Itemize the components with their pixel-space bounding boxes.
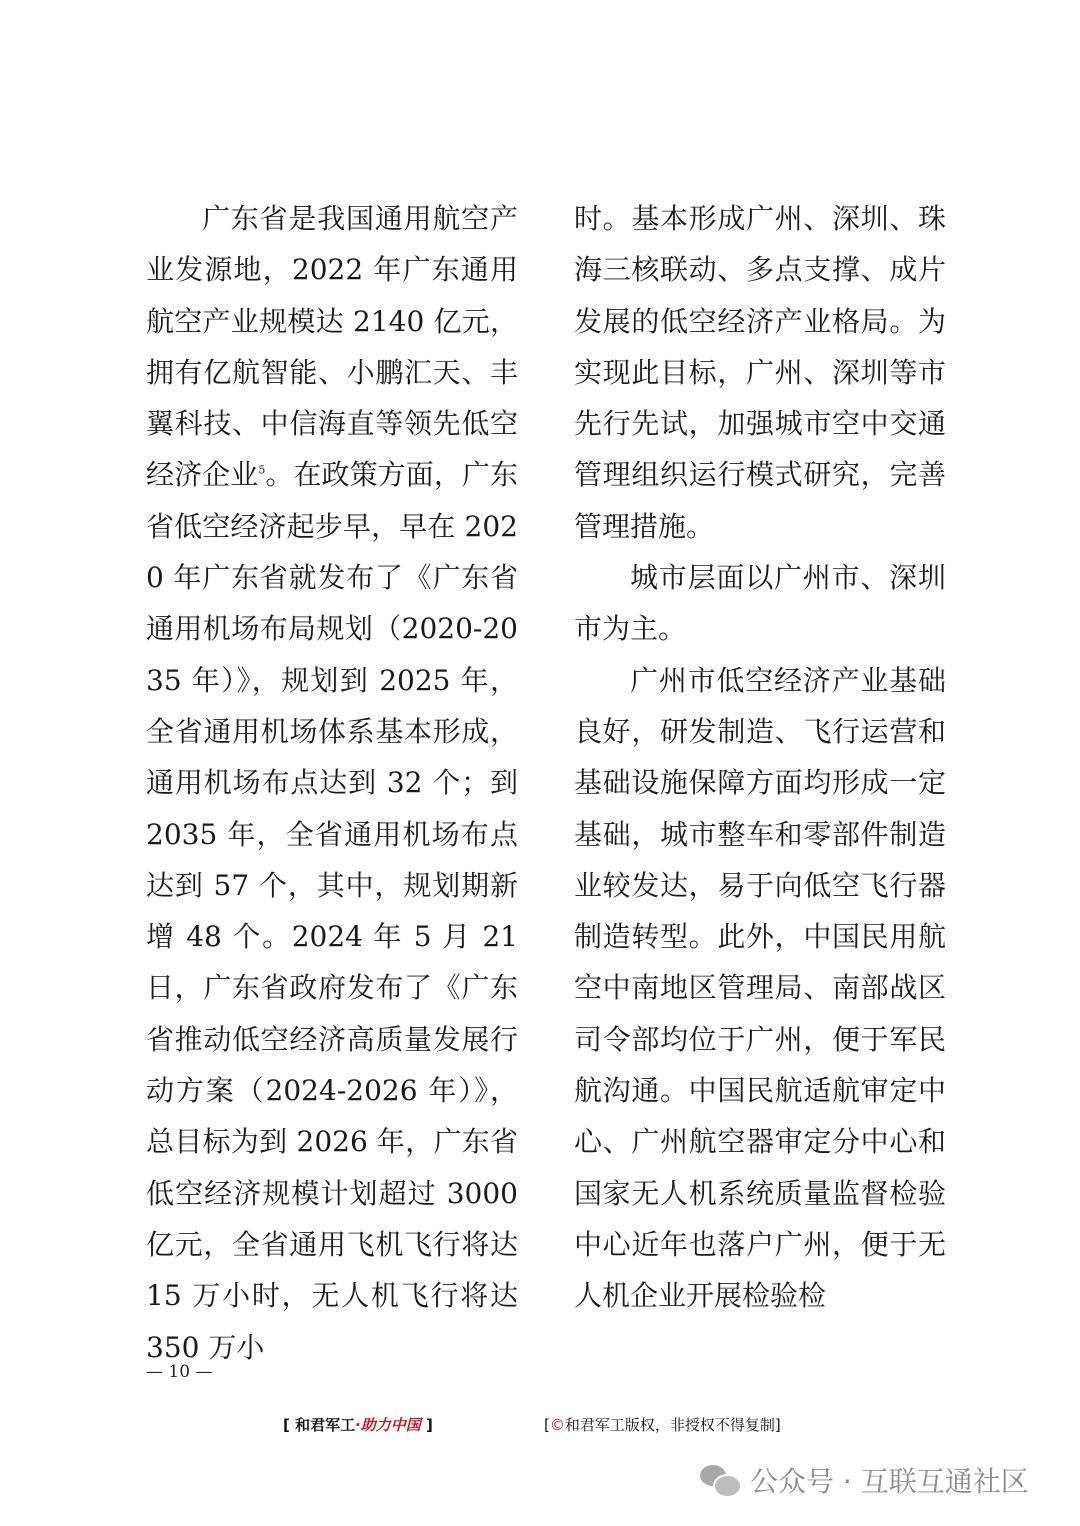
copyright-text: 和君军工版权，非授权不得复制 (564, 1416, 775, 1434)
paragraph-guangdong-overview (146, 193, 518, 1373)
paragraph-city-level: 城市层面以广州市、深圳市为主。 (574, 561, 946, 646)
watermark-text: 公众号 · 互联互通社区 (750, 1465, 1029, 1498)
paragraph-text: 。在政策方面，广东省低空经济起步早，早在 2020 年广东省就发布了《广东省通用机场布局规划（2020-2035 年）》，规划到 2025 年，全省通用机场体系基本形成，通用机场布点达到 32 个；到 2035 年，全省通用机场布点达到 57 个，其中，规划期新增 48 个。2024 年 5 月 21 日，广东省政府发布了《广东省推动低空经济高质量发展行动方案（2024-2026 年）》，总目标为到 2026 年，广东省低空经济规模计划超过 3000 亿元，全省通用飞机飞行将达 15 万小时，无人机飞行将达 350 万小 (146, 458, 518, 1364)
bracket-close: ] (774, 1416, 781, 1434)
brand-dot: · (355, 1416, 361, 1434)
wechat-watermark (700, 1454, 1029, 1506)
paragraph-text: 广东省是我国通用航空产业发源地，2022 年广东通用航空产业规模达 2140 亿元，拥有亿航智能、小鹏汇天、丰翼科技、中信海直等领先低空经济企业 (146, 202, 518, 492)
bracket-open: [ (283, 1416, 296, 1434)
footer-copyright (544, 1414, 781, 1435)
bracket-close: ] (420, 1416, 433, 1434)
left-column (146, 193, 518, 1373)
copyright-symbol: © (549, 1416, 565, 1434)
brand-name: 和君军工 (295, 1416, 356, 1434)
right-column (574, 193, 946, 1322)
page-number: — 10 — (146, 1362, 213, 1382)
paragraph-guangzhou: 广州市低空经济产业基础良好，研发制造、飞行运营和基础设施保障方面均形成一定基础，城市整车和零部件制造业较发达，易于向低空飞行器制造转型。此外，中国民用航空中南地区管理局、南部战区司令部均位于广州，便于军民航沟通。中国民航适航审定中心、广州航空器审定分中心和国家无人机系统质量监督检验中心近年也落户广州，便于无人机企业开展检验检 (574, 663, 946, 1313)
brand-slogan: 助力中国 (360, 1416, 421, 1434)
bracket-open: [ (544, 1416, 550, 1434)
paragraph-continuation: 时。基本形成广州、深圳、珠海三核联动、多点支撑、成片发展的低空经济产业格局。为实现此目标，广州、深圳等市先行先试，加强城市空中交通管理组织运行模式研究，完善管理措施。 (574, 202, 946, 543)
wechat-icon (700, 1463, 740, 1497)
footnote-marker: 5 (258, 464, 266, 478)
footer-brand (283, 1414, 433, 1435)
